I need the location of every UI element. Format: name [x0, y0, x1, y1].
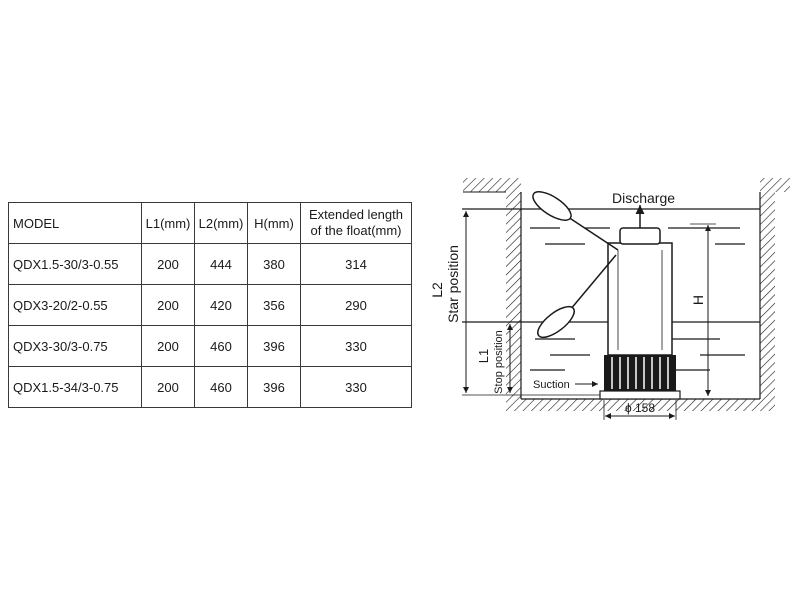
cell-float-length: 314: [301, 244, 412, 285]
cell-float-length: 330: [301, 367, 412, 408]
cell-float-length: 330: [301, 326, 412, 367]
l2-label: L2: [429, 282, 445, 298]
suction-label: Suction: [533, 379, 570, 391]
cell-l2: 444: [195, 244, 248, 285]
cell-float-length: 290: [301, 285, 412, 326]
header-l2: L2(mm): [195, 203, 248, 244]
cell-l1: 200: [142, 367, 195, 408]
cell-l1: 200: [142, 285, 195, 326]
discharge-label: Discharge: [612, 190, 676, 206]
diameter-label: ϕ 158: [624, 401, 656, 415]
cell-l1: 200: [142, 326, 195, 367]
suction-indicator: [533, 379, 598, 391]
stop-position-label: Stop position: [493, 330, 505, 394]
header-model: MODEL: [9, 203, 142, 244]
cell-l2: 420: [195, 285, 248, 326]
h-label: H: [690, 294, 706, 306]
cell-h: 356: [248, 285, 301, 326]
float-switches: [529, 186, 618, 342]
cell-model: QDX1.5-30/3-0.55: [9, 244, 142, 285]
cell-h: 380: [248, 244, 301, 285]
cell-model: QDX1.5-34/3-0.75: [9, 367, 142, 408]
header-float-line1: Extended length: [309, 207, 403, 222]
cell-l1: 200: [142, 244, 195, 285]
star-position-label: Star position: [445, 245, 461, 323]
cell-h: 396: [248, 367, 301, 408]
l1-label: L1: [476, 348, 491, 364]
header-h: H(mm): [248, 203, 301, 244]
dimension-l2: [429, 211, 466, 393]
cell-model: QDX3-20/2-0.55: [9, 285, 142, 326]
cell-l2: 460: [195, 326, 248, 367]
header-l1: L1(mm): [142, 203, 195, 244]
cell-l2: 460: [195, 367, 248, 408]
cell-h: 396: [248, 326, 301, 367]
header-float-line2: of the float(mm): [310, 223, 402, 238]
cell-model: QDX3-30/3-0.75: [9, 326, 142, 367]
